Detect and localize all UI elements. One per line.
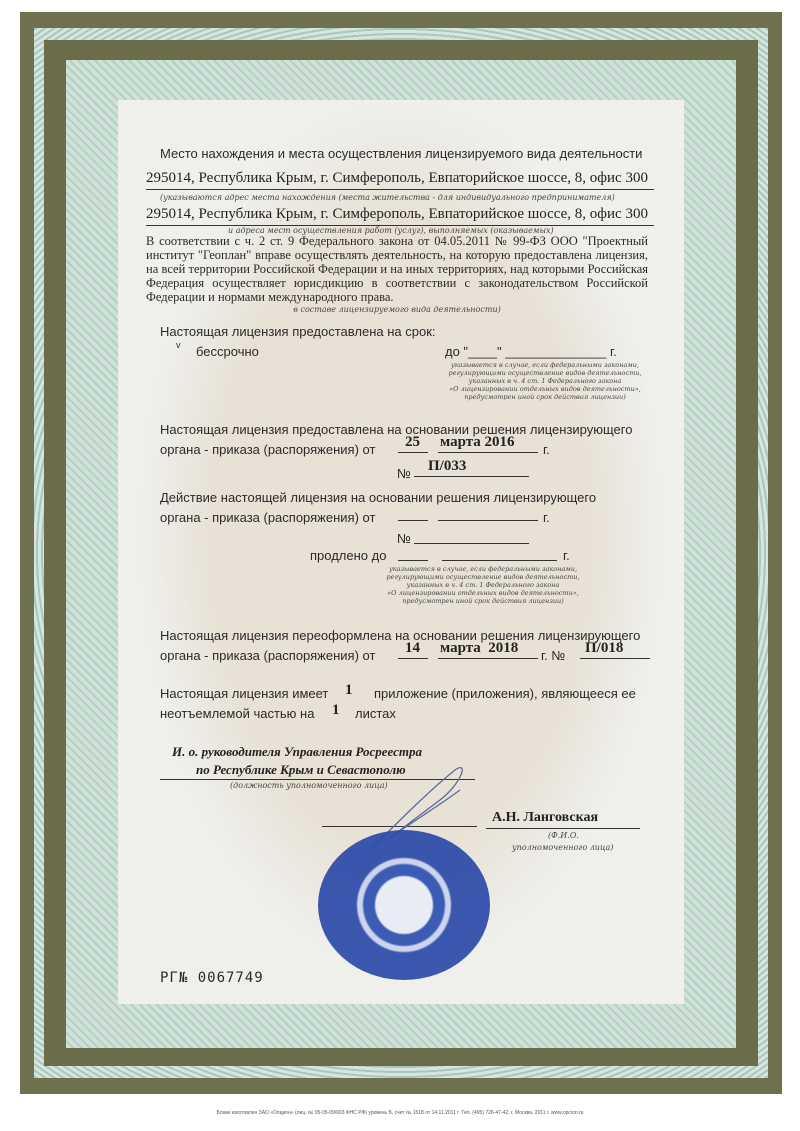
- address-main: 295014, Республика Крым, г. Симферополь, Евпаторийское шоссе, 8, офис 300: [146, 170, 648, 186]
- signatory-position-1: И. о. руководителя Управления Росреестра: [172, 744, 423, 759]
- appendix-sheets: 1: [332, 702, 340, 718]
- term-indefinite: бессрочно: [196, 344, 259, 359]
- appendix-line2-post: листах: [355, 706, 396, 721]
- name-caption-2: уполномоченного лица): [512, 843, 614, 852]
- reissue-line2: органа - приказа (распоряжения) от: [160, 648, 376, 663]
- action-year-suffix: г.: [543, 510, 550, 525]
- action-extended: продлено до: [310, 548, 387, 563]
- registration-number: РГ№ 0067749: [160, 970, 264, 986]
- action-line2: органа - приказа (распоряжения) от: [160, 510, 376, 525]
- action-extended-suffix: г.: [563, 548, 570, 563]
- official-seal: [318, 830, 490, 980]
- action-note: указывается в случае, если федеральными законами, регулирующими осуществление видов деятельности, указанных в ч. 4 ст. 1 Федерального закона «О лицензировании отдельных видов деятельности», предусмотрен иной срок действия лицензии): [386, 565, 580, 605]
- legal-block: [146, 234, 648, 315]
- term-note: указывается в случае, если федеральными законами, регулирующими осуществление видов деятельности, указанных в ч. 4 ст. 1 Федерального закона «О лицензировании отдельных видов деятельности», предусмотрен иной срок действия лицензии): [448, 361, 642, 401]
- grant-line1: Настоящая лицензия предоставлена на основании решения лицензирующего: [160, 422, 633, 437]
- reissue-year-no: г. №: [541, 648, 566, 663]
- appendix-pre: Настоящая лицензия имеет: [160, 686, 329, 701]
- signatory-position-2: по Республике Крым и Севастополю: [196, 762, 406, 777]
- legal-caption: в составе лицензируемого вида деятельности): [293, 305, 501, 314]
- address-activity: 295014, Республика Крым, г. Симферополь, Евпаторийское шоссе, 8, офис 300: [146, 206, 648, 222]
- term-checkmark: v: [176, 340, 181, 350]
- location-label: Место нахождения и места осуществления лицензируемого вида деятельности: [160, 146, 643, 161]
- address-activity-caption: и адреса мест осуществления работ (услуг), выполняемых (оказываемых): [228, 226, 554, 235]
- position-caption: (должность уполномоченного лица): [230, 781, 388, 790]
- grant-year-suffix: г.: [543, 442, 550, 457]
- action-line1: Действие настоящей лицензия на основании решения лицензирующего: [160, 490, 597, 505]
- reissue-day: 14: [405, 640, 420, 656]
- grant-day: 25: [405, 434, 420, 450]
- name-caption-1: (Ф.И.О.: [548, 831, 579, 840]
- signatory-name: А.Н. Ланговская: [492, 810, 599, 825]
- grant-month-year: марта 2016: [440, 434, 515, 450]
- appendix-count: 1: [345, 682, 353, 698]
- term-until: до "____" ______________ г.: [445, 344, 617, 359]
- grant-line2: органа - приказа (распоряжения) от: [160, 442, 376, 457]
- action-no-label: №: [397, 531, 411, 546]
- address-main-caption: (указываются адрес места нахождения (места жительства - для индивидуального предпринимателя): [160, 193, 615, 202]
- printer-footer: Бланк изготовлен ЗАО «Опцион» (лиц. № 05-05-09/003 ФНС РФ) уровень Б, счет № 1518 от 14.11.2011 г. Тел. (495) 726-47-42, г. Москва, 2011 г. www.opcion.ru: [216, 1110, 584, 1116]
- appendix-post: приложение (приложения), являющееся ее: [374, 686, 636, 701]
- legal-text: В соответствии с ч. 2 ст. 9 Федерального закона от 04.05.2011 № 99-ФЗ ООО "Проектный институт "Геоплан" вправе осуществлять деятельность, на которую предоставлена лицензия, на всей территории Российской Федерации и на иных территориях, над которыми Российская Федерация осуществляет юрисдикцию в соответствии с законодательством Российской Федерации и нормами международного права.: [146, 234, 648, 304]
- appendix-line2-pre: неотъемлемой частью на: [160, 706, 315, 721]
- reissue-line1: Настоящая лицензия переоформлена на основании решения лицензирующего: [160, 628, 641, 643]
- reissue-month-year: марта 2018: [440, 640, 519, 656]
- grant-no-label: №: [397, 466, 411, 481]
- grant-number: П/033: [428, 458, 467, 474]
- term-label: Настоящая лицензия предоставлена на срок:: [160, 324, 436, 339]
- reissue-number: П/018: [585, 640, 624, 656]
